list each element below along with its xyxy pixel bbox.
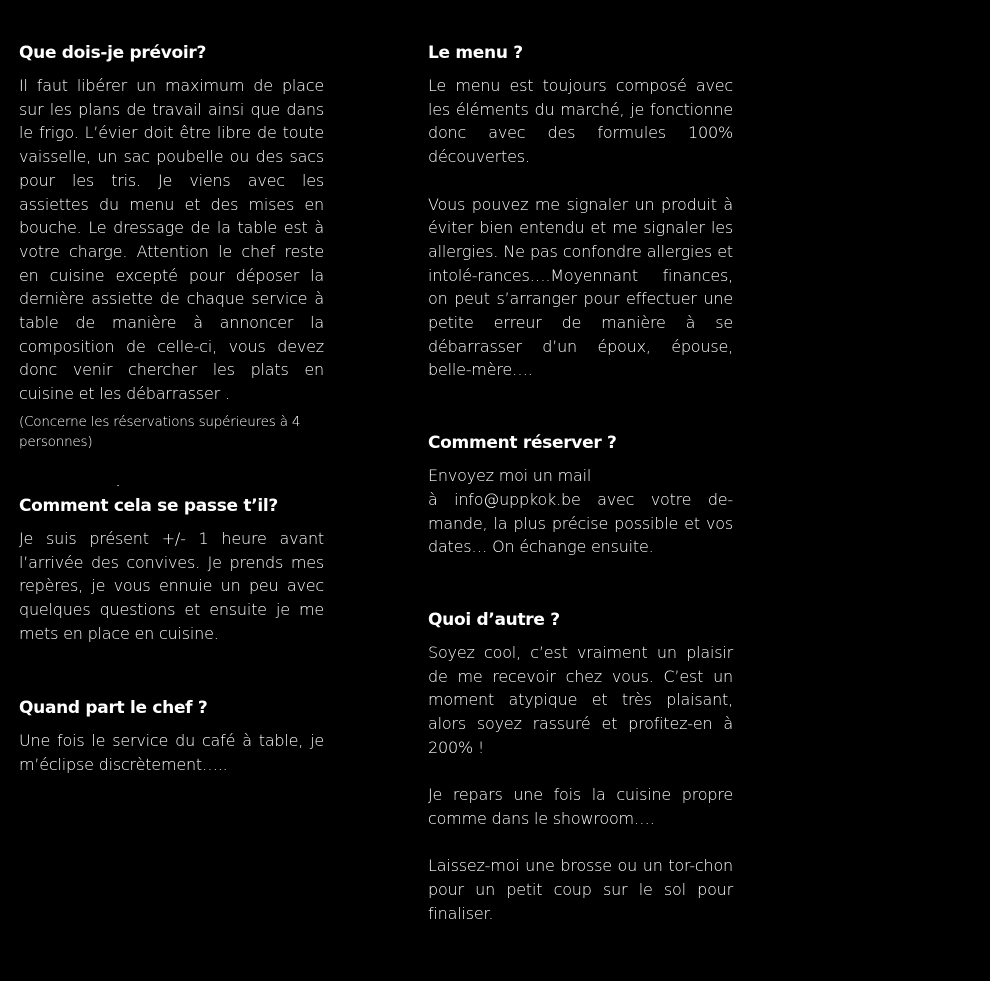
- section-book: [428, 430, 733, 559]
- section-body-line: Envoyez moi un mail: [428, 466, 592, 486]
- section-title: Quoi d’autre ?: [428, 609, 560, 630]
- decorative-dot: [117, 485, 119, 486]
- section-leave: [19, 695, 324, 776]
- left-column: [19, 40, 324, 777]
- section-body: Le menu est toujours composé avec les éléments du marché, je fonctionne donc avec des formules 100% découvertes.: [428, 76, 733, 167]
- section-note: (Concerne les réservations supérieures à 4 personnes): [19, 413, 301, 450]
- section-body: Vous pouvez me signaler un produit à éviter bien entendu et me signaler les allergies. Ne pas confondre allergies et intolé-rances….Moyennant finances, on peut s’arranger pour effectuer une petite erreur de manière à se débarrasser d’un époux, épouse, belle-mère….: [428, 194, 733, 380]
- section-title: Comment cela se passe t’il?: [19, 495, 278, 516]
- section-body: Soyez cool, c’est vraiment un plaisir de me recevoir chez vous. C’est un moment atypique et très plaisant, alors soyez rassuré et profitez-en à 200% !: [428, 642, 733, 757]
- section-body: Je repars une fois la cuisine propre comme dans le showroom….: [428, 785, 733, 828]
- section-title: Quand part le chef ?: [19, 698, 208, 719]
- paragraph-gap: [428, 759, 733, 783]
- section-title: Le menu ?: [428, 43, 523, 63]
- section-body: Je suis présent +/- 1 heure avant l’arrivée des convives. Je prends mes repères, je vous ennuie un peu avec quelques questions et ensuite je me mets en place en cuisine.: [19, 528, 324, 643]
- paragraph-gap: [428, 831, 733, 855]
- right-column: [428, 40, 733, 925]
- section-prepare: [19, 40, 324, 452]
- section-title: Que dois-je prévoir?: [19, 43, 207, 63]
- section-title: Comment réserver ?: [428, 433, 617, 454]
- section-body: Laissez-moi une brosse ou un tor-chon pour un petit coup sur le sol pour finaliser.: [428, 856, 733, 923]
- paragraph-gap: [428, 169, 733, 193]
- section-how: [19, 493, 324, 646]
- section-body: Il faut libérer un maximum de place sur les plans de travail ainsi que dans le frigo. L’évier doit être libre de toute vaisselle, un sac poubelle ou des sacs pour les tris. Je viens avec les assiettes du menu et des mises en bouche. Le dressage de la table est à votre charge. Attention le chef reste en cuisine excepté pour déposer la dernière assiette de chaque service à table de manière à annoncer la composition de celle-ci, vous devez donc venir chercher les plats en cuisine et les débarrasser .: [19, 76, 324, 404]
- section-body: à info@uppkok.be avec votre de-mande, la plus précise possible et vos dates… On échange ensuite.: [428, 489, 733, 557]
- section-menu: [428, 40, 733, 382]
- section-other: [428, 607, 733, 925]
- section-body: Une fois le service du café à table, je m’éclipse discrètement…..: [19, 731, 324, 775]
